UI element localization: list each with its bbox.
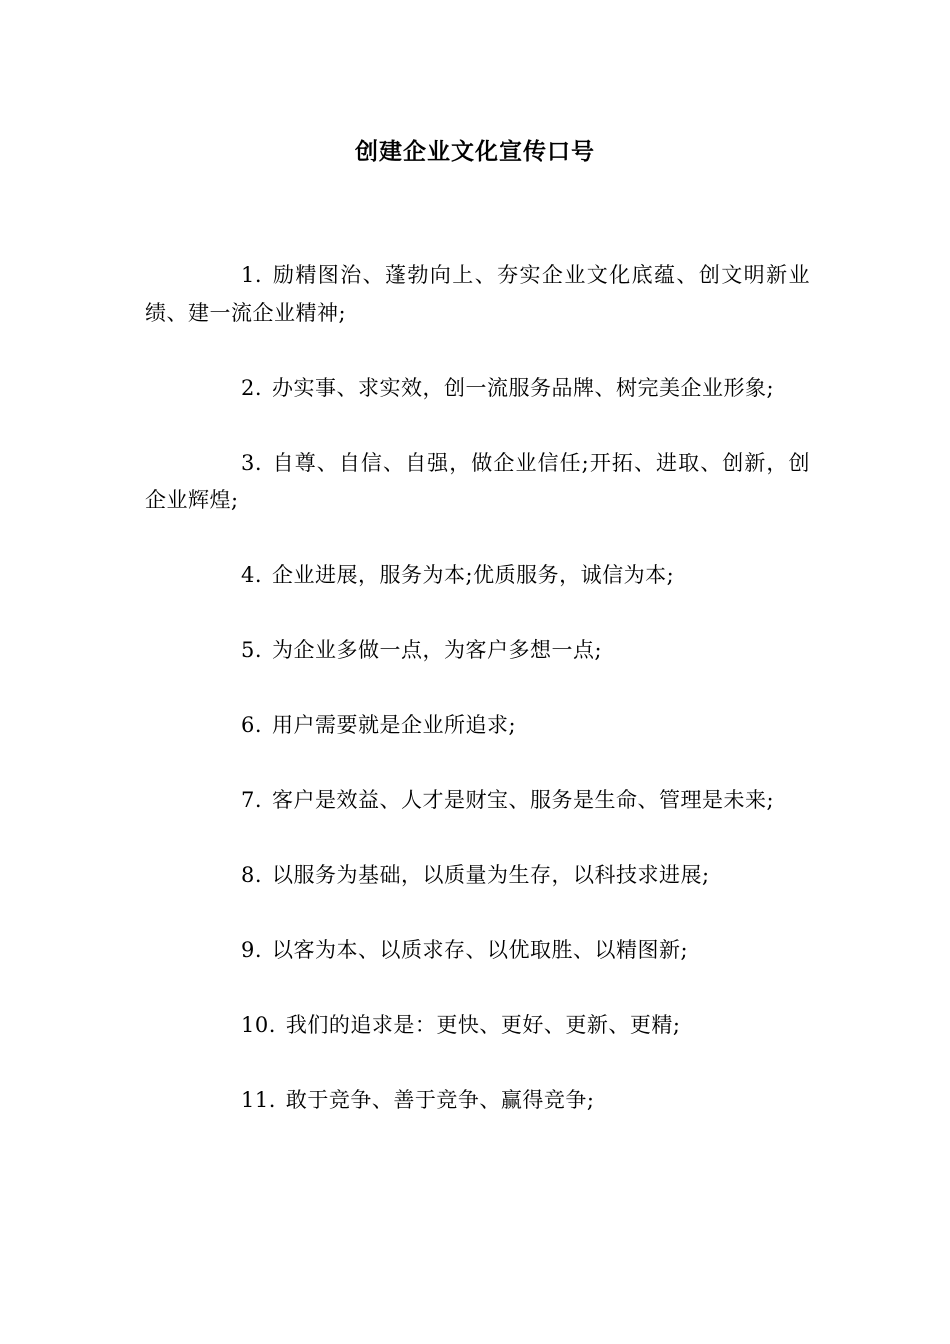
item-number: 3.: [241, 450, 263, 475]
item-text: 客户是效益、人才是财宝、服务是生命、管理是未来;: [272, 788, 775, 812]
item-number: 5.: [241, 638, 263, 662]
item-text: 以服务为基础，以质量为生存，以科技求进展;: [272, 863, 710, 887]
item-number: 7.: [241, 788, 263, 812]
slogan-item-7: [145, 782, 810, 820]
item-number: 1.: [241, 263, 263, 287]
slogan-list: [145, 257, 810, 1157]
document-title: 创建企业文化宣传口号: [355, 139, 595, 165]
slogan-item-10: [145, 1007, 810, 1045]
slogan-item-9: [145, 932, 810, 970]
item-number: 2.: [241, 375, 263, 400]
slogan-item-1: [145, 257, 810, 332]
item-text: 用户需要就是企业所追求;: [272, 713, 517, 737]
item-text: 敢于竞争、善于竞争、赢得竞争;: [285, 1088, 595, 1112]
slogan-item-6: [145, 707, 810, 745]
item-number: 9.: [241, 938, 263, 962]
slogan-item-8: [145, 857, 810, 895]
item-text: 企业进展，服务为本;优质服务，诚信为本;: [272, 563, 675, 587]
item-number: 8.: [241, 863, 263, 887]
item-number: 10.: [241, 1013, 276, 1037]
slogan-item-11: [145, 1082, 810, 1120]
slogan-item-5: [145, 632, 810, 670]
item-text: 为企业多做一点，为客户多想一点;: [272, 638, 603, 662]
item-text: 自尊、自信、自强，做企业信任;开拓、进取、创新，创企业辉煌;: [145, 450, 810, 512]
item-text: 办实事、求实效，创一流服务品牌、树完美企业形象;: [272, 375, 775, 400]
slogan-item-2: [145, 370, 810, 408]
item-number: 11.: [241, 1088, 276, 1112]
item-number: 6.: [241, 713, 263, 737]
item-text: 我们的追求是：更快、更好、更新、更精;: [285, 1013, 681, 1037]
item-text: 以客为本、以质求存、以优取胜、以精图新;: [272, 938, 689, 962]
item-text: 励精图治、蓬勃向上、夯实企业文化底蕴、创文明新业绩、建一流企业精神;: [145, 263, 810, 325]
slogan-item-3: [145, 445, 810, 520]
item-number: 4.: [241, 563, 263, 587]
slogan-item-4: [145, 557, 810, 595]
